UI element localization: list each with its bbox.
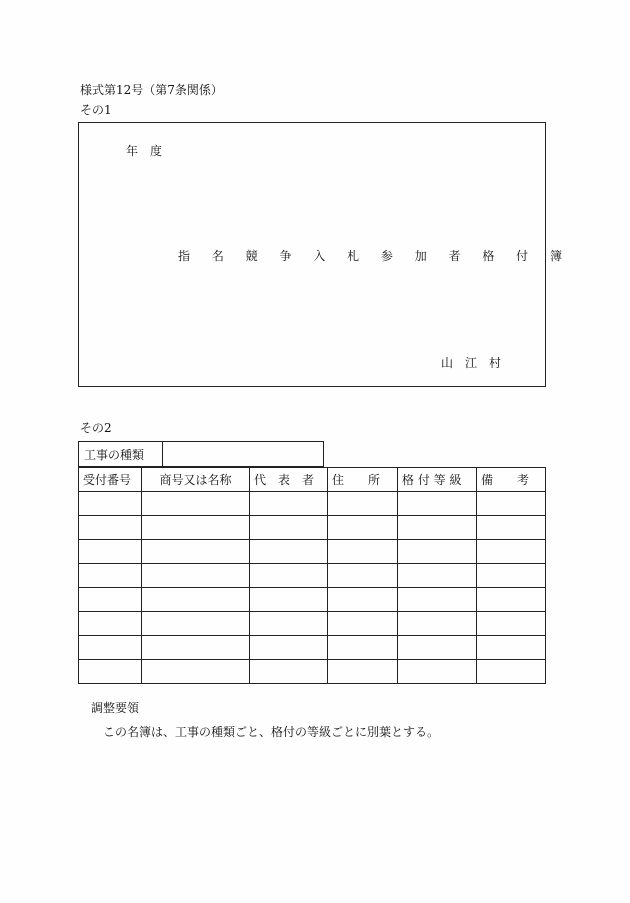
village-name: 山 江 村	[441, 356, 502, 370]
table-cell[interactable]	[328, 516, 398, 540]
part2-label: その2	[80, 421, 112, 435]
notes-heading: 調整要領	[91, 701, 140, 715]
table-row	[79, 516, 546, 540]
table-cell[interactable]	[142, 564, 250, 588]
header-row	[79, 468, 546, 492]
col-remarks: 備 考	[477, 468, 546, 492]
register-title: 指 名 競 争 入 札 参 加 者 格 付 簿	[178, 249, 571, 263]
table-cell[interactable]	[250, 516, 328, 540]
table-cell[interactable]	[328, 612, 398, 636]
notes-text: この名簿は、工事の種類ごと、格付の等級ごとに別葉とする。	[103, 725, 440, 739]
table-cell[interactable]	[477, 564, 546, 588]
table-cell[interactable]	[250, 564, 328, 588]
register-table	[78, 467, 546, 684]
fiscal-year-label: 年 度	[126, 144, 163, 158]
table-cell[interactable]	[477, 492, 546, 516]
table-cell[interactable]	[328, 492, 398, 516]
table-cell[interactable]	[398, 660, 477, 684]
table-cell[interactable]	[398, 564, 477, 588]
table-cell[interactable]	[398, 540, 477, 564]
table-cell[interactable]	[142, 636, 250, 660]
table-cell[interactable]	[328, 660, 398, 684]
work-type-label: 工事の種類	[79, 442, 163, 467]
cover-box	[78, 122, 571, 387]
col-rating-grade: 格 付 等 級	[398, 468, 477, 492]
table-row	[79, 492, 546, 516]
table-cell[interactable]	[142, 588, 250, 612]
work-type-table	[78, 441, 324, 467]
table-cell[interactable]	[328, 540, 398, 564]
table-cell[interactable]	[477, 588, 546, 612]
table-cell[interactable]	[398, 636, 477, 660]
part1-label: その1	[80, 103, 112, 117]
table-cell[interactable]	[79, 540, 142, 564]
table-cell[interactable]	[142, 660, 250, 684]
table-cell[interactable]	[398, 588, 477, 612]
table-cell[interactable]	[142, 540, 250, 564]
table-cell[interactable]	[142, 612, 250, 636]
table-cell[interactable]	[79, 516, 142, 540]
col-representative: 代 表 者	[250, 468, 328, 492]
col-address: 住 所	[328, 468, 398, 492]
table-cell[interactable]	[79, 636, 142, 660]
table-cell[interactable]	[250, 540, 328, 564]
table-cell[interactable]	[79, 564, 142, 588]
table-row	[79, 540, 546, 564]
col-trade-name: 商号又は名称	[142, 468, 250, 492]
table-cell[interactable]	[142, 492, 250, 516]
table-cell[interactable]	[79, 612, 142, 636]
table-cell[interactable]	[250, 636, 328, 660]
table-cell[interactable]	[398, 612, 477, 636]
table-cell[interactable]	[398, 492, 477, 516]
table-cell[interactable]	[398, 516, 477, 540]
table-row	[79, 636, 546, 660]
table-cell[interactable]	[477, 516, 546, 540]
table-cell[interactable]	[477, 636, 546, 660]
table-cell[interactable]	[477, 540, 546, 564]
table-cell[interactable]	[328, 588, 398, 612]
table-cell[interactable]	[79, 588, 142, 612]
table-cell[interactable]	[250, 492, 328, 516]
table-cell[interactable]	[477, 660, 546, 684]
work-type-field[interactable]	[163, 442, 324, 467]
table-cell[interactable]	[79, 492, 142, 516]
form-number: 様式第12号（第7条関係）	[80, 83, 223, 97]
table-cell[interactable]	[142, 516, 250, 540]
col-receipt-number: 受付番号	[79, 468, 142, 492]
table-cell[interactable]	[79, 660, 142, 684]
table-cell[interactable]	[250, 588, 328, 612]
table-row	[79, 564, 546, 588]
table-cell[interactable]	[328, 636, 398, 660]
table-cell[interactable]	[477, 612, 546, 636]
table-cell[interactable]	[328, 564, 398, 588]
table-row	[79, 612, 546, 636]
table-row	[79, 588, 546, 612]
table-cell[interactable]	[250, 660, 328, 684]
register-body	[79, 492, 546, 684]
table-cell[interactable]	[250, 612, 328, 636]
table-row	[79, 660, 546, 684]
